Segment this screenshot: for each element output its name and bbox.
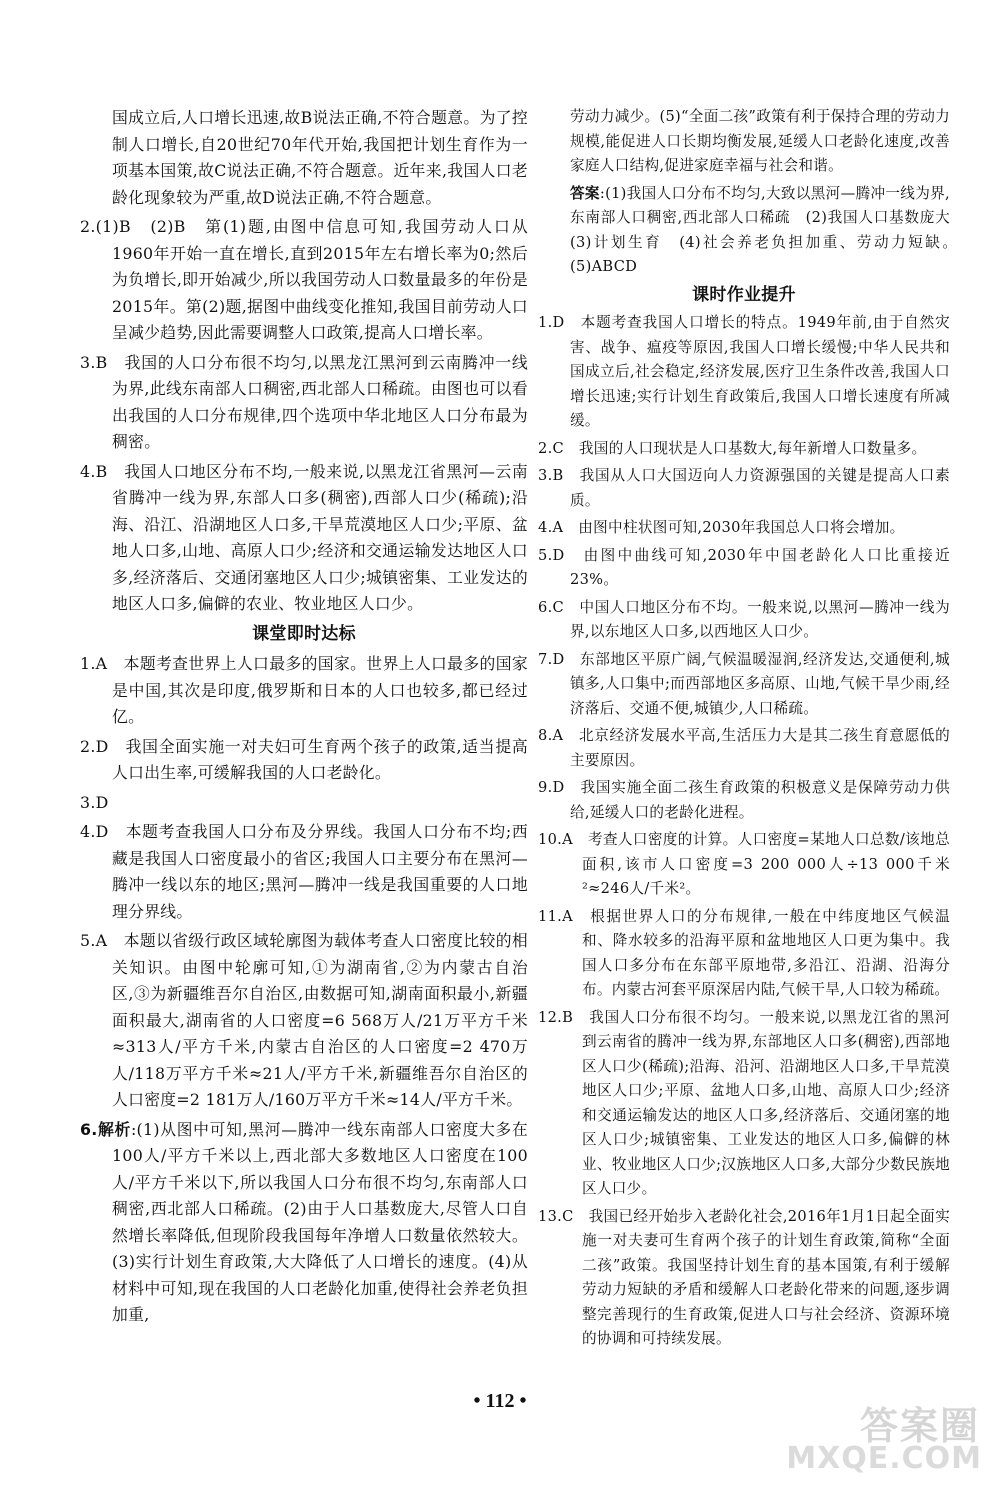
classroom-item-3: 3.D <box>80 792 109 812</box>
watermark-en: MXQE.COM <box>786 1441 982 1476</box>
answer-item-4: 4.B 我国人口地区分布不均,一般来说,以黑龙江省黑河—云南省腾冲一线为界,东部人口多(稠密),西部人口少(稀疏);沿海、沿江、沿湖地区人口多,干旱荒漠地区人口少;平原、盆地人口多,山地、高原人口少;经济和交通运输发达地区人口多,经济落后、交通闭塞地区人口少;城镇密集、工业发达的地区人口多,偏僻的农业、牧业地区人口少。 <box>80 461 528 613</box>
answer-label: 答案 <box>570 184 600 202</box>
homework-item-2: 2.C 我国的人口现状是人口基数大,每年新增人口数量多。 <box>538 439 927 457</box>
homework-item-4: 4.A 由图中柱状图可知,2030年我国总人口将会增加。 <box>538 519 905 536</box>
homework-item-5: 5.D 由图中曲线可知,2030年中国老龄化人口比重接近23%。 <box>538 546 950 588</box>
homework-item-11: 11.A 根据世界人口的分布规律,一般在中纬度地区气候温和、降水较多的沿海平原和盆地地区人口更为集中。我国人口多分布在东部平原地带,多沿江、沿湖、沿海分布。内蒙古河套平原深居内陆,气候干旱,人口较为稀疏。 <box>538 907 950 998</box>
page-number: • 112 • <box>473 1390 527 1412</box>
watermark-logo <box>786 1393 988 1483</box>
right-column <box>538 105 965 1355</box>
answer-block <box>538 182 965 280</box>
classroom-item-4: 4.D 本题考查我国人口分布及分界线。我国人口分布不均;西藏是我国人口密度最小的省区;我国人口主要分布在黑河—腾冲一线以东的地区;黑河—腾冲一线是我国重要的人口地理分界线。 <box>80 822 528 921</box>
answer-text: :(1)我国人口分布不均匀,大致以黑河—腾冲一线为界,东南部人口稠密,西北部人口稀疏 (2)我国人口基数庞大 (3)计划生育 (4)社会养老负担加重、劳动力短缺。 (5)ABCD <box>570 184 965 275</box>
answer-item-2: 2.(1)B (2)B 第(1)题,由图中信息可知,我国劳动人口从1960年开始一直在增长,直到2015年左右增长率为0;然后为负增长,即开始减少,所以我国劳动人口数量最多的年份是2015年。第(2)题,据图中曲线变化推知,我国目前劳动人口呈减少趋势,因此需要调整人口政策,提高人口增长率。 <box>80 217 528 342</box>
answer-item-3: 3.B 我国的人口分布很不均匀,以黑龙江黑河到云南腾冲一线为界,此线东南部人口稠密,西北部人口稀疏。由图也可以看出我国的人口分布规律,四个选项中华北地区人口分布最为稠密。 <box>80 352 528 451</box>
classroom-item-1: 1.A 本题考查世界上人口最多的国家。世界上人口最多的国家是中国,其次是印度,俄罗斯和日本的人口也较多,都已经过亿。 <box>80 654 528 726</box>
section-title-classroom: 课堂即时达标 <box>252 623 356 644</box>
homework-item-9: 9.D 我国实施全面二孩生育政策的积极意义是保障劳动力供给,延缓人口的老龄化进程。 <box>538 779 950 821</box>
section-title-homework: 课时作业提升 <box>692 284 796 305</box>
homework-item-8: 8.A 北京经济发展水平高,生活压力大是其二孩生育意愿低的主要原因。 <box>538 727 950 769</box>
homework-item-3: 3.B 我国从人口大国迈向人力资源强国的关键是提高人口素质。 <box>538 467 950 509</box>
analysis-text: :(1)从图中可知,黑河—腾冲一线东南部人口密度大多在100人/平方千米以上,西北部大多数地区人口密度在100人/平方千米以下,所以我国人口分布很不均匀,东南部人口稠密,西北部人口稀疏。(2)由于人口基数庞大,尽管人口自然增长率降低,但现阶段我国每年净增人口数量依然较大。(3)实行计划生育政策,大大降低了人口增长的速度。(4)从材料中可知,现在我国的人口老龄化加重,使得社会养老负担加重, <box>112 1119 528 1324</box>
analysis-label: 6.解析 <box>80 1119 131 1139</box>
continuation-paragraph-right: 劳动力减少。(5)“全面二孩”政策有利于保持合理的劳动力规模,能促进人口长期均衡发展,延缓人口老龄化速度,改善家庭人口结构,促进家庭幸福与社会和谐。 <box>570 108 950 174</box>
homework-item-12: 12.B 我国人口分布很不均匀。一般来说,以黑龙江省的黑河到云南省的腾冲一线为界,东部地区人口多(稠密),西部地区人口少(稀疏);沿海、沿河、沿湖地区人口多,干旱荒漠地区人口少;平原、盆地人口多,山地、高原人口少;经济和交通运输发达的地区人口多,经济落后、交通闭塞的地区人口少;城镇密集、工业发达的地区人口多,偏僻的林业、牧业地区人口少;汉族地区人口多,大部分少数民族地区人口少。 <box>538 1008 950 1197</box>
left-column <box>80 105 528 1332</box>
classroom-item-6 <box>80 1117 528 1329</box>
homework-item-7: 7.D 东部地区平原广阔,气候温暖湿润,经济发达,交通便利,城镇多,人口集中;而西部地区多高原、山地,气候干旱少雨,经济落后、交通不便,城镇少,人口稀疏。 <box>538 650 950 717</box>
homework-item-1: 1.D 本题考查我国人口增长的特点。1949年前,由于自然灾害、战争、瘟疫等原因,我国人口增长缓慢;中华人民共和国成立后,社会稳定,经济发展,医疗卫生条件改善,我国人口增长迅速;实行计划生育政策后,我国人口增长速度有所减缓。 <box>538 314 950 429</box>
homework-item-13: 13.C 我国已经开始步入老龄化社会,2016年1月1日起全面实施一对夫妻可生育两个孩子的计划生育政策,简称“全面二孩”政策。我国坚持计划生育的基本国策,有利于缓解劳动力短缺的矛盾和缓解人口老龄化带来的问题,逐步调整完善现行的生育政策,促进人口与社会经济、资源环境的协调和可持续发展。 <box>538 1207 950 1347</box>
watermark-cn: 答案圈 <box>859 1404 980 1448</box>
homework-item-10: 10.A 考查人口密度的计算。人口密度=某地人口总数/该地总面积,该市人口密度=3 200 000人÷13 000千米²≈246人/千米²。 <box>538 831 950 897</box>
classroom-item-2: 2.D 我国全面实施一对夫妇可生育两个孩子的政策,适当提高人口出生率,可缓解我国的人口老龄化。 <box>80 736 528 782</box>
continuation-paragraph: 国成立后,人口增长迅速,故B说法正确,不符合题意。为了控制人口增长,自20世纪70年代开始,我国把计划生育作为一项基本国策,故C说法正确,不符合题意。近年来,我国人口老龄化现象较为严重,故D说法正确,不符合题意。 <box>112 108 528 207</box>
classroom-item-5: 5.A 本题以省级行政区域轮廓图为载体考查人口密度比较的相关知识。由图中轮廓可知,①为湖南省,②为内蒙古自治区,③为新疆维吾尔自治区,由数据可知,湖南面积最小,新疆面积最大,湖南省的人口密度=6 568万人/21万平方千米≈313人/平方千米,内蒙古自治区的人口密度=2 470万人/118万平方千米≈21人/平方千米,新疆维吾尔自治区的人口密度=2 181万人/160万平方千米≈14人/平方千米。 <box>80 931 528 1109</box>
homework-item-6: 6.C 中国人口地区分布不均。一般来说,以黑河—腾冲一线为界,以东地区人口多,以西地区人口少。 <box>538 598 950 640</box>
